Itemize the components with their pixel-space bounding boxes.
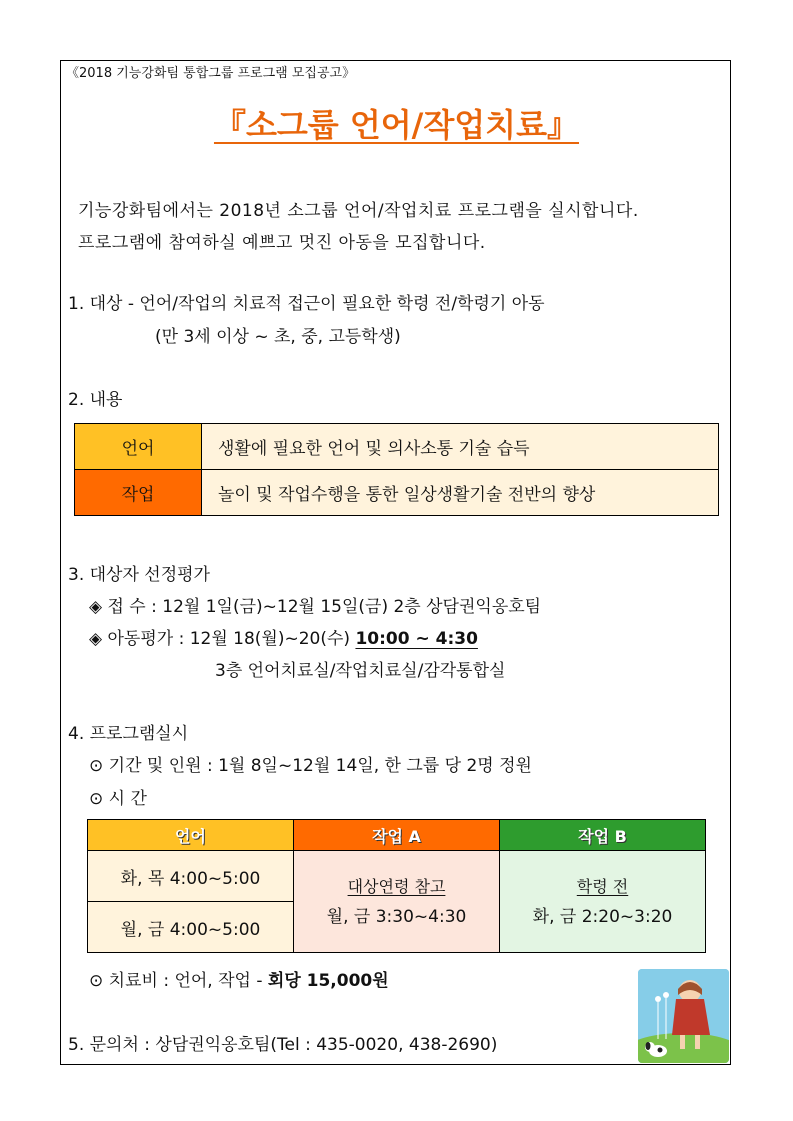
content-value-work: 놀이 및 작업수행을 통한 일상생활기술 전반의 향상 (202, 470, 719, 516)
schedule-language-slot-2: 월, 금 4:00~5:00 (88, 902, 294, 953)
page-title-text: 『소그룹 언어/작업치료』 (213, 106, 580, 144)
section-4-time-label: ⊙ 시 간 (89, 789, 147, 809)
work-a-time: 월, 금 3:30~4:30 (326, 906, 467, 927)
fee-value: 회당 15,000원 (267, 971, 389, 991)
section-2-heading: 2. 내용 (68, 390, 123, 410)
content-value-language: 생활에 필요한 언어 및 의사소통 기술 습득 (202, 424, 719, 470)
schedule-header-work-a: 작업 A (294, 820, 500, 851)
work-b-note: 학령 전 (576, 876, 629, 896)
section-3-heading: 3. 대상자 선정평가 (68, 565, 210, 585)
schedule-header-language: 언어 (88, 820, 294, 851)
schedule-header-work-b: 작업 B (500, 820, 706, 851)
content-key-work: 작업 (75, 470, 202, 516)
content-key-language: 언어 (75, 424, 202, 470)
content-table (74, 423, 719, 516)
section-4-heading: 4. 프로그램실시 (68, 724, 189, 744)
schedule-table (87, 819, 706, 953)
section-1-heading: 1. 대상 - 언어/작업의 치료적 접근이 필요한 학령 전/학령기 아동 (68, 294, 545, 314)
schedule-language-slot-1: 화, 목 4:00~5:00 (88, 851, 294, 902)
content-row-work (75, 470, 719, 516)
child-illustration (638, 969, 729, 1063)
work-a-note: 대상연령 참고 (347, 876, 446, 896)
section-3-line-3: 3층 언어치료실/작업치료실/감각통합실 (215, 661, 506, 681)
top-label: 《2018 기능강화팀 통합그룹 프로그램 모집공고》 (66, 66, 356, 81)
page-title (0, 100, 793, 146)
schedule-header-row (88, 820, 706, 851)
evaluation-time: 10:00 ~ 4:30 (355, 629, 478, 649)
content-row-language (75, 424, 719, 470)
fee-label: ⊙ 치료비 : 언어, 작업 - (89, 971, 268, 991)
contact-line: 5. 문의처 : 상담권익옹호팀(Tel : 435-0020, 438-2690) (68, 1035, 498, 1055)
evaluation-dates: ◈ 아동평가 : 12월 18(월)~20(수) (89, 629, 356, 649)
fee-line (89, 966, 389, 991)
intro-line-1: 기능강화팀에서는 2018년 소그룹 언어/작업치료 프로그램을 실시합니다. (78, 201, 639, 221)
section-1-sub: (만 3세 이상 ~ 초, 중, 고등학생) (155, 327, 401, 347)
schedule-row-1 (88, 851, 706, 902)
girl-with-dog-icon (638, 969, 729, 1063)
section-4-period: ⊙ 기간 및 인원 : 1월 8일~12월 14일, 한 그룹 당 2명 정원 (89, 756, 532, 776)
intro-line-2: 프로그램에 참여하실 예쁘고 멋진 아동을 모집합니다. (78, 233, 486, 253)
schedule-work-a-cell (294, 851, 500, 953)
section-3-line-1: ◈ 접 수 : 12월 1일(금)~12월 15일(금) 2층 상담권익옹호팀 (89, 597, 542, 617)
schedule-work-b-cell (500, 851, 706, 953)
work-b-time: 화, 금 2:20~3:20 (532, 906, 673, 927)
section-3-line-2 (89, 624, 478, 649)
